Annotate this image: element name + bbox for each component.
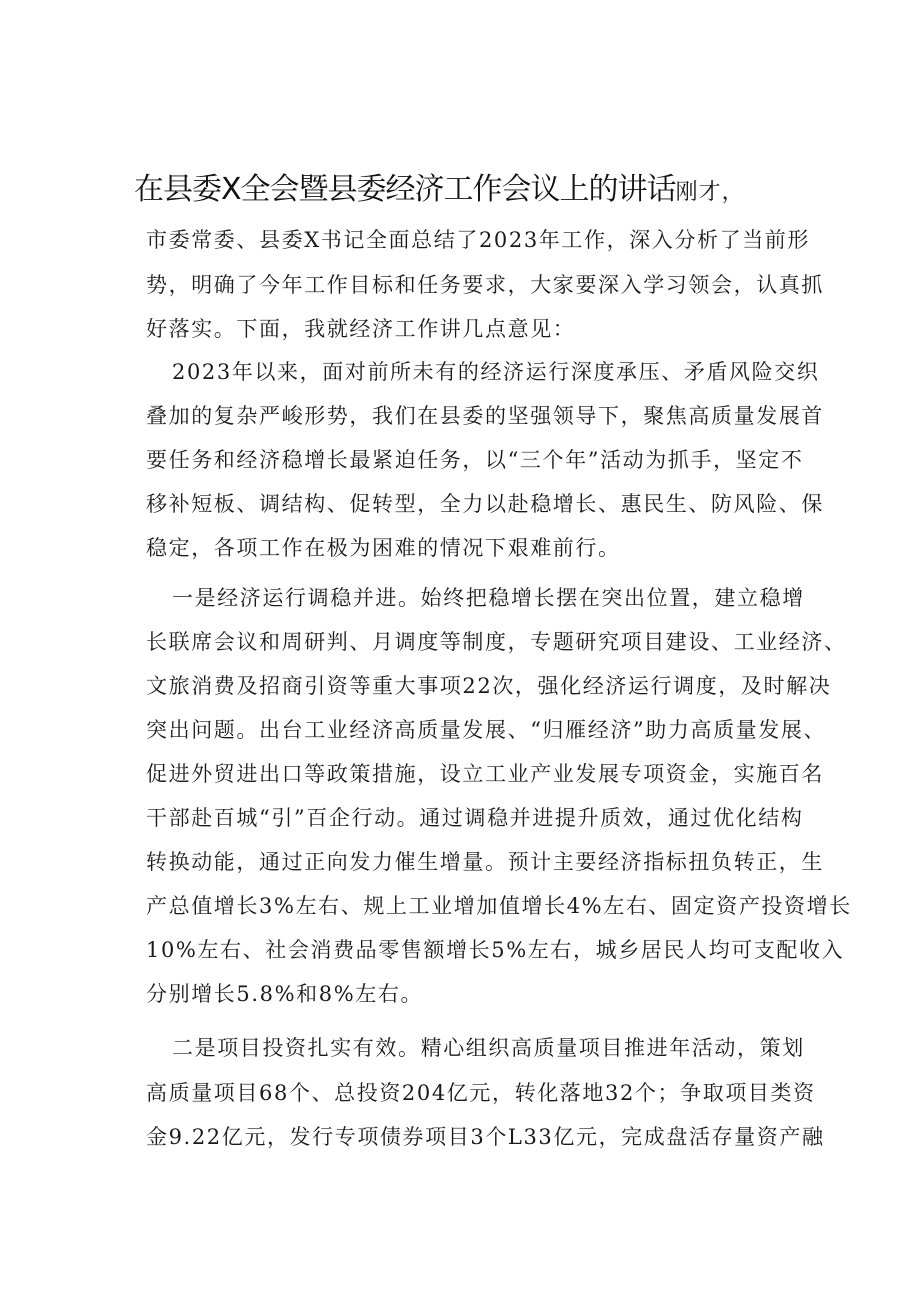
body-line: 长联席会议和周研判、月调度等制度，专题研究项目建设、工业经济、 (146, 630, 847, 654)
document-title: 在县委X全会暨县委经济工作会议上的讲话 (134, 172, 676, 207)
body-line: 分别增长5.8%和8%左右。 (146, 982, 424, 1006)
title-tail-text: 刚才， (675, 180, 745, 205)
body-line: 干部赴百城“引”百企行动。通过调稳并进提升质效，通过优化结构 (146, 806, 804, 830)
body-line: 市委常委、县委X书记全面总结了2023年工作，深入分析了当前形 (146, 228, 810, 252)
body-line: 突出问题。出台工业经济高质量发展、“归雁经济”助力高质量发展、 (146, 718, 827, 742)
body-line: 促进外贸进出口等政策措施，设立工业产业发展专项资金，实施百名 (146, 762, 824, 786)
body-line: 移补短板、调结构、促转型，全力以赴稳增长、惠民生、防风险、保 (146, 492, 824, 516)
body-line: 转换动能，通过正向发力催生增量。预计主要经济指标扭负转正，生 (146, 850, 824, 874)
body-line: 势，明确了今年工作目标和任务要求，大家要深入学习领会，认真抓 (146, 273, 824, 297)
body-line: 一是经济运行调稳并进。始终把稳增长摆在突出位置，建立稳增 (172, 586, 805, 610)
body-line: 10%左右、社会消费品零售额增长5%左右，城乡居民人均可支配收入 (146, 938, 845, 962)
body-line: 金9.22亿元，发行专项债券项目3个L33亿元，完成盘活存量资产融 (146, 1125, 825, 1149)
body-line: 二是项目投资扎实有效。精心组织高质量项目推进年活动，策划 (172, 1036, 805, 1060)
body-line: 高质量项目68个、总投资204亿元，转化落地32个；争取项目类资 (146, 1081, 816, 1105)
body-line: 好落实。下面，我就经济工作讲几点意见： (146, 317, 576, 341)
title-line (134, 168, 874, 216)
body-line: 稳定，各项工作在极为困难的情况下艰难前行。 (146, 536, 621, 560)
body-line: 产总值增长3%左右、规上工业增加值增长4%左右、固定资产投资增长 (146, 894, 852, 918)
body-line: 文旅消费及招商引资等重大事项22次，强化经济运行调度，及时解决 (146, 674, 832, 698)
body-line: 要任务和经济稳增长最紧迫任务，以“三个年”活动为抓手，坚定不 (146, 448, 804, 472)
body-line: 2023年以来，面对前所未有的经济运行深度承压、矛盾风险交织 (172, 360, 820, 384)
body-line: 叠加的复杂严峻形势，我们在县委的坚强领导下，聚焦高质量发展首 (146, 404, 824, 428)
